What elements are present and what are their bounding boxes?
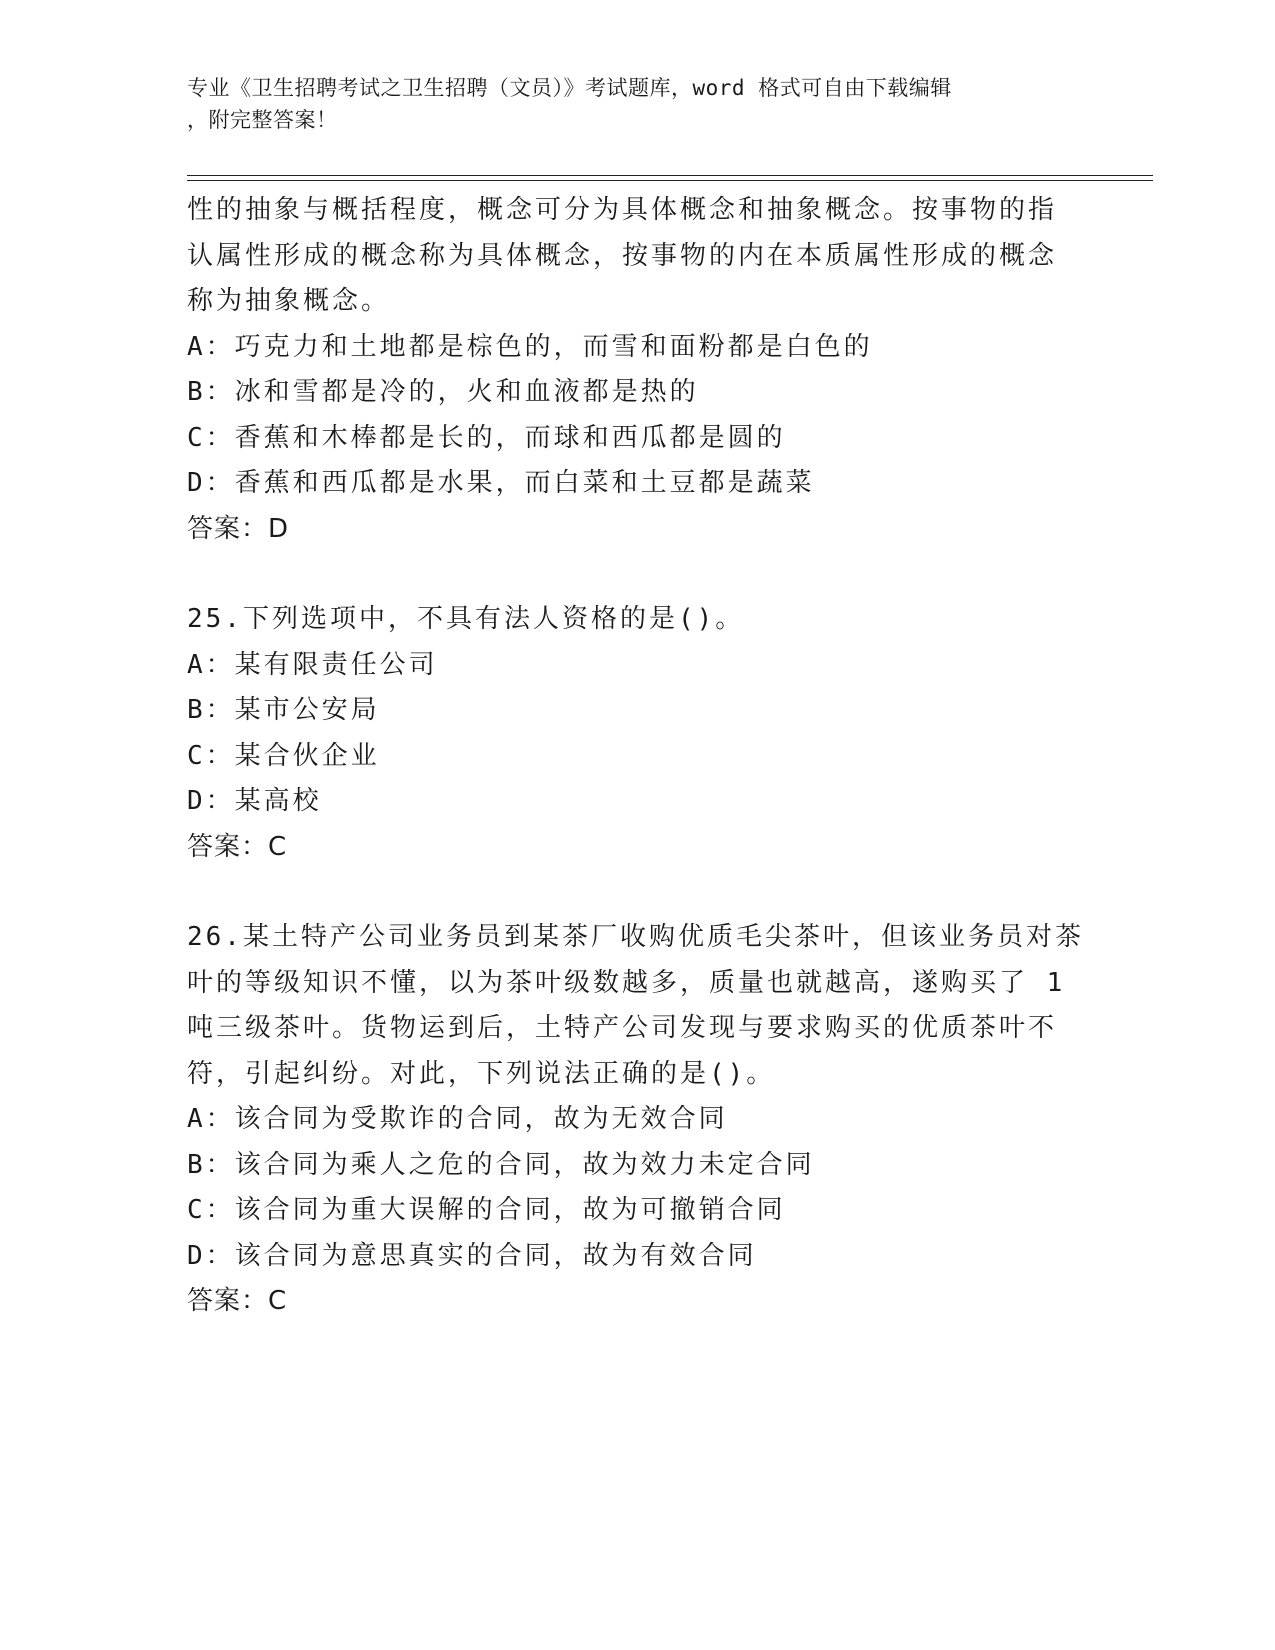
question-text-line: 叶的等级知识不懂，以为茶叶级数越多，质量也就越高，遂购买了 1 (187, 967, 1066, 998)
answer-line: 答案：C (187, 831, 288, 862)
option-d: D：该合同为意思真实的合同，故为有效合同 (187, 1240, 757, 1271)
option-d: D：某高校 (187, 786, 322, 816)
page-header (187, 72, 1067, 136)
document-body (187, 188, 1087, 1325)
question-text-line: 称为抽象概念。 (187, 286, 391, 316)
header-line-1: 专业《卫生招聘考试之卫生招聘（文员）》考试题库，word 格式可自由下载编辑 (187, 76, 952, 100)
question-text-line: 认属性形成的概念称为具体概念，按事物的内在本质属性形成的概念 (187, 240, 1058, 271)
option-c: C：香蕉和木棒都是长的，而球和西瓜都是圆的 (187, 422, 786, 453)
question-text-line: 26.某土特产公司业务员到某茶厂收购优质毛尖茶叶，但该业务员对茶 (187, 922, 1084, 952)
question-text-line: 性的抽象与概括程度，概念可分为具体概念和抽象概念。按事物的指 (187, 195, 1058, 225)
header-line-2: ，附完整答案！ (187, 108, 338, 132)
header-divider-top (187, 175, 1153, 176)
option-b: B：冰和雪都是冷的，火和血液都是热的 (187, 377, 699, 407)
option-a: A：某有限责任公司 (187, 649, 438, 680)
option-a: A：巧克力和土地都是棕色的，而雪和面粉都是白色的 (187, 331, 873, 362)
question-26 (187, 915, 1087, 1325)
answer-line: 答案：C (187, 1286, 288, 1316)
question-text-line: 吨三级茶叶。货物运到后，土特产公司发现与要求购买的优质茶叶不 (187, 1013, 1058, 1043)
option-c: C：该合同为重大误解的合同，故为可撤销合同 (187, 1195, 786, 1225)
option-a: A：该合同为受欺诈的合同，故为无效合同 (187, 1104, 728, 1134)
question-continuation (187, 188, 1087, 552)
spacer (187, 552, 1087, 597)
question-25 (187, 597, 1087, 870)
option-b: B：某市公安局 (187, 695, 380, 725)
header-divider-bottom (187, 180, 1153, 181)
question-text-line: 符，引起纠纷。对此，下列说法正确的是()。 (187, 1058, 776, 1089)
option-d: D：香蕉和西瓜都是水果，而白菜和土豆都是蔬菜 (187, 468, 815, 498)
answer-line: 答案：D (187, 513, 290, 544)
option-c: C：某合伙企业 (187, 740, 380, 771)
question-text-line: 25.下列选项中，不具有法人资格的是()。 (187, 604, 745, 634)
option-b: B：该合同为乘人之危的合同，故为效力未定合同 (187, 1149, 815, 1180)
spacer (187, 870, 1087, 915)
